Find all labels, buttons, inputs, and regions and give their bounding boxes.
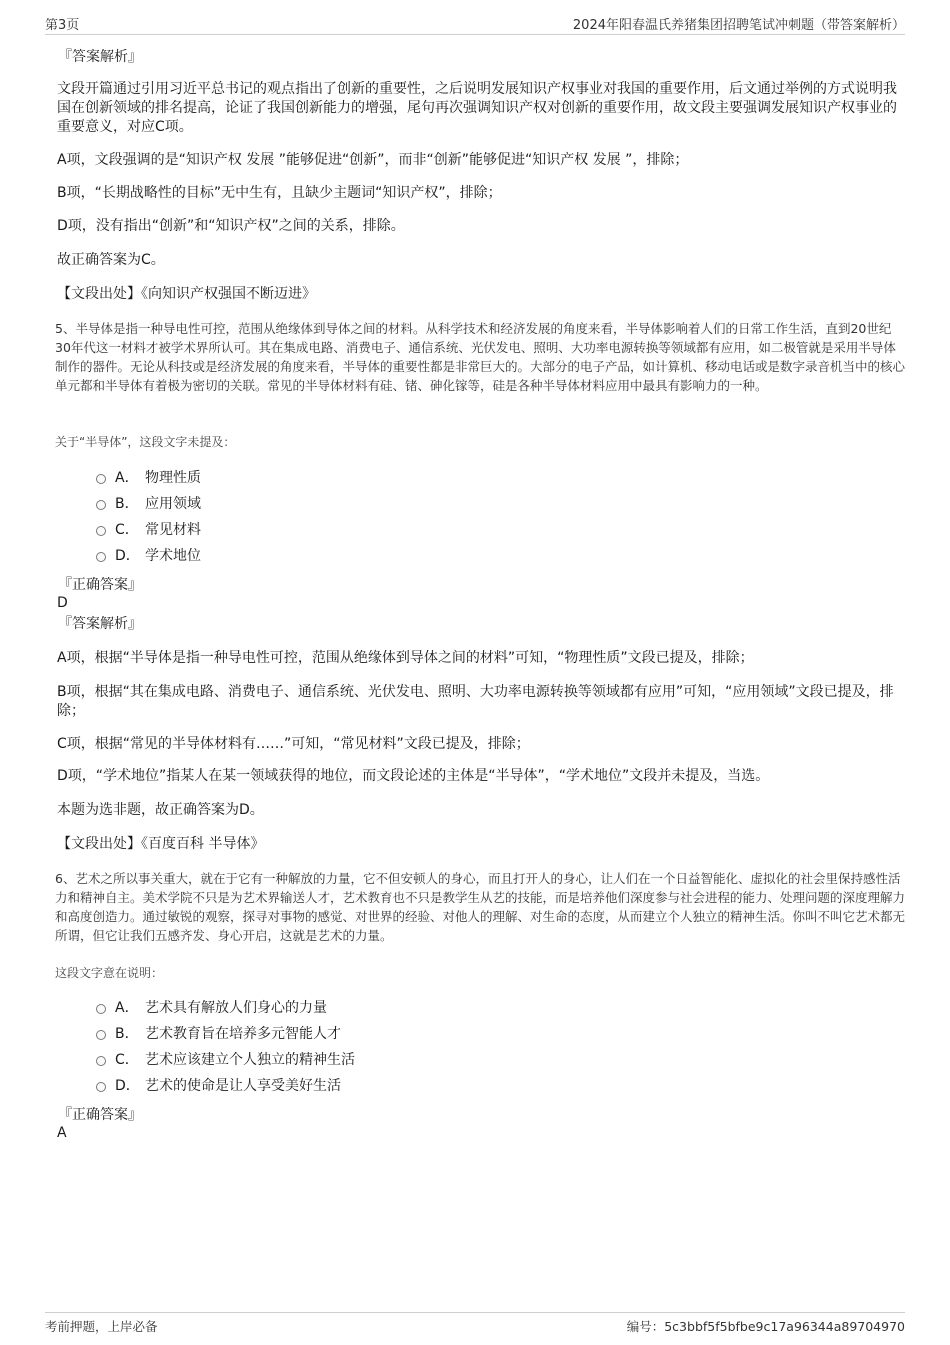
option-d[interactable]: D． 艺术的使命是让人享受美好生活 xyxy=(96,1076,341,1096)
correct-answer-label: 『正确答案』 xyxy=(58,577,142,593)
analysis-label: 『答案解析』 xyxy=(58,49,142,65)
question-6-stem: 6、艺术之所以事关重大，就在于它有一种解放的力量，它不但安顿人的身心，而且打开人的身心，让人们在一个日益智能化、虚拟化的社会里保持感性活力和精神自主。美术学院不只是为艺术界输送人才，艺术教育也不只是教学生从艺的技能，而是培养他们深度参与社会进程的能力、处理问题的深度理解力和高度创造力。通过敏锐的观察，探寻对事物的感觉、对世界的经验、对他人的理解、对生命的态度，从而建立个人独立的精神生活。你叫不叫它艺术都无所谓，但它让我们五感齐发、身心开启，这就是艺术的力量。 xyxy=(55,871,906,943)
radio-icon[interactable] xyxy=(96,500,106,510)
option-a[interactable]: A． 艺术具有解放人们身心的力量 xyxy=(96,998,327,1018)
question-6-prompt: 这段文字意在说明： xyxy=(55,966,164,980)
analysis-intro: 文段开篇通过引用习近平总书记的观点指出了创新的重要性，之后说明发展知识产权事业对我国的重要作用，后文通过举例的方式说明我国在创新领域的排名提高，论证了我国创新能力的增强，尾句再次强调知识产权对创新的重要作用，故文段主要强调发展知识产权事业的重要意义，对应C项。 xyxy=(57,81,897,135)
option-c[interactable]: C． 常见材料 xyxy=(96,520,201,540)
option-c[interactable]: C． 艺术应该建立个人独立的精神生活 xyxy=(96,1050,355,1070)
analysis-conclusion: 本题为选非题，故正确答案为D。 xyxy=(57,802,264,818)
question-5-stem: 5、半导体是指一种导电性可控，范围从绝缘体到导体之间的材料。从科学技术和经济发展的角度来看，半导体影响着人们的日常工作生活，直到20世纪30年代这一材料才被学术界所认可。其在集成电路、消费电子、通信系统、光伏发电、照明、大功率电源转换等领域都有应用，如二极管就是采用半导体制作的器件。无论从科技或是经济发展的角度来看，半导体的重要性都是非常巨大的。大部分的电子产品，如计算机、移动电话或是数字录音机当中的核心单元都和半导体有着极为密切的关联。常见的半导体材料有硅、锗、砷化镓等，硅是各种半导体材料应用中最具有影响力的一种。 xyxy=(55,321,906,393)
source-note: 【文段出处】《百度百科 半导体》 xyxy=(57,836,265,852)
radio-icon[interactable] xyxy=(96,1004,106,1014)
radio-icon[interactable] xyxy=(96,474,106,484)
analysis-item-d: D项，“学术地位”指某人在某一领域获得的地位，而文段论述的主体是“半导体”，“学术地位”文段并未提及，当选。 xyxy=(57,768,770,784)
analysis-item-d: D项，没有指出“创新”和“知识产权”之间的关系，排除。 xyxy=(57,218,405,234)
correct-answer: D xyxy=(57,595,68,611)
analysis-item-b: B项，“长期战略性的目标”无中生有，且缺少主题词“知识产权”，排除； xyxy=(57,185,502,201)
analysis-item-a: A项，文段强调的是“知识产权 发展 ”能够促进“创新”，而非“创新”能够促进“知识产权 发展 ”，排除； xyxy=(57,152,689,168)
option-b[interactable]: B． 应用领域 xyxy=(96,494,201,514)
question-5-prompt: 关于“半导体”，这段文字未提及： xyxy=(55,435,236,449)
radio-icon[interactable] xyxy=(96,526,106,536)
page-header xyxy=(45,14,905,35)
footer-slogan: 考前押题，上岸必备 xyxy=(45,1319,158,1334)
radio-icon[interactable] xyxy=(96,552,106,562)
page-number: 第3页 xyxy=(45,18,80,33)
analysis-item-c: C项，根据“常见的半导体材料有……”可知，“常见材料”文段已提及，排除； xyxy=(57,736,530,752)
option-b[interactable]: B． 艺术教育旨在培养多元智能人才 xyxy=(96,1024,341,1044)
radio-icon[interactable] xyxy=(96,1082,106,1092)
analysis-item-b: B项，根据“其在集成电路、消费电子、通信系统、光伏发电、照明、大功率电源转换等领域都有应用”可知，“应用领域”文段已提及，排除； xyxy=(57,684,894,719)
analysis-item-a: A项，根据“半导体是指一种导电性可控，范围从绝缘体到导体之间的材料”可知，“物理性质”文段已提及，排除； xyxy=(57,650,754,666)
document-code: 编号：5c3bbf5f5bfbe9c17a96344a89704970 xyxy=(626,1319,905,1334)
option-a[interactable]: A． 物理性质 xyxy=(96,468,201,488)
source-note: 【文段出处】《向知识产权强国不断迈进》 xyxy=(57,286,316,302)
analysis-conclusion: 故正确答案为C。 xyxy=(57,252,165,268)
page-footer xyxy=(45,1312,905,1341)
radio-icon[interactable] xyxy=(96,1056,106,1066)
analysis-label: 『答案解析』 xyxy=(58,616,142,632)
radio-icon[interactable] xyxy=(96,1030,106,1040)
correct-answer-label: 『正确答案』 xyxy=(58,1107,142,1123)
option-d[interactable]: D． 学术地位 xyxy=(96,546,201,566)
document-title: 2024年阳春温氏养猪集团招聘笔试冲刺题（带答案解析） xyxy=(572,18,905,33)
correct-answer: A xyxy=(57,1125,67,1141)
